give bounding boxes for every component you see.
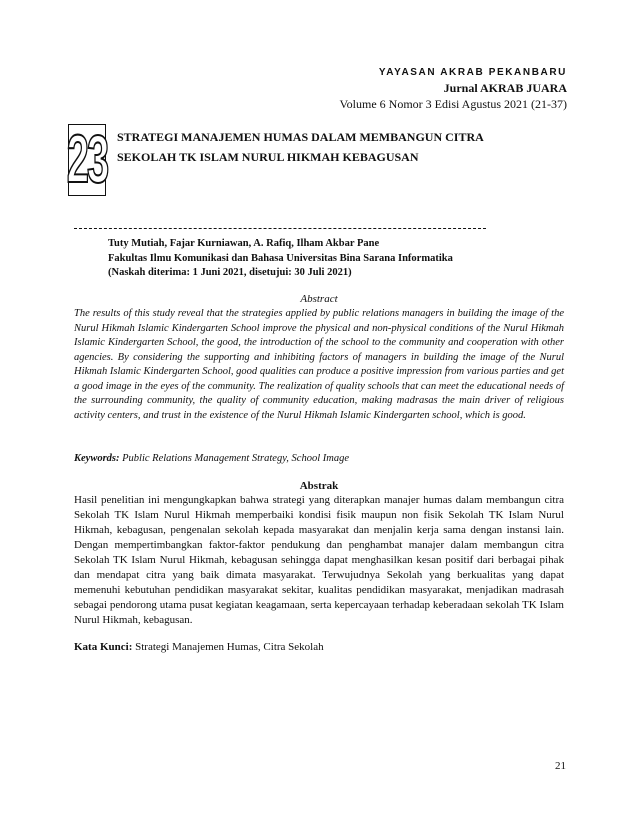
keywords-en bbox=[74, 452, 564, 467]
author-names: Tuty Mutiah, Fajar Kurniawan, A. Rafiq, Ilham Akbar Pane bbox=[108, 238, 380, 249]
abstract-body-id: Hasil penelitian ini mengungkapkan bahwa strategi yang diterapkan manajer humas dalam membangun citra Sekolah TK Islam Nurul Hikmah memperbaiki kondisi fisik maupun non fisik Sekolah TK Islam Nurul Hikmah, kebagusan, pengenalan sekolah kepada masyarakat dan menjalin kerja sama dengan instansi lain. Dengan mempertimbangkan faktor-faktor pendukung dan penghambat manajer dalam membangun citra Sekolah TK Islam Nurul Hikmah, kebagusan sehingga dapat menghasilkan kesan positif dari berbagai pihak dan mendapat citra yang baik dimata masyarakat. Terwujudnya Sekolah yang berkualitas yang dapat memenuhi kebutuhan pendidikan masyarakat sekitar, kualitas pendidikan masyarakat, menjadikan madrasah sebagai pendorong utama pusat kegiatan keagamaan, serta kepercayaan terhadap keberadaan sekolah TK Islam Nurul Hikmah, kebagusan. bbox=[74, 494, 564, 626]
abstract-heading-id: Abstrak bbox=[299, 480, 339, 492]
keywords-text-id: Strategi Manajemen Humas, Citra Sekolah bbox=[135, 641, 324, 653]
abstract-body-en: The results of this study reveal that the strategies applied by public relations managers in building the image of the Nurul Hikmah Islamic Kindergarten School improve the physical and non-physical conditions of the Nurul Hikmah Islamic Kindergarten School, the good, the introduction of the school to the community and cooperation with other agencies. By considering the supporting and inhibiting factors of managers in building the image of the Nurul Hikmah Islamic Kindergarten School, good qualities can produce a positive impression from various parties and get a good image in the eyes of the community. The realization of quality schools that can meet the educational needs of the surrounding community, the quality of community education, making madrasas the main driver of religious activity centers, and trust in the existence of the Nurul Hikmah Islamic Kindergarten school, which is good. bbox=[74, 308, 564, 421]
title-line-1: STRATEGI MANAJEMEN HUMAS DALAM MEMBANGUN CITRA bbox=[117, 130, 484, 144]
manuscript-dates: (Naskah diterima: 1 Juni 2021, disetujui: 30 Juli 2021) bbox=[108, 267, 352, 278]
title-line-2: SEKOLAH TK ISLAM NURUL HIKMAH KEBAGUSAN bbox=[117, 150, 419, 164]
article-number: 23 bbox=[66, 121, 108, 197]
keywords-label-id: Kata Kunci: bbox=[74, 641, 133, 653]
journal-name: Jurnal AKRAB JUARA bbox=[443, 81, 567, 95]
keywords-id bbox=[74, 640, 564, 655]
journal-header bbox=[340, 66, 567, 112]
separator-rule bbox=[74, 228, 486, 229]
keywords-label-en: Keywords: bbox=[74, 453, 120, 464]
article-number-box bbox=[66, 121, 108, 197]
volume-info: Volume 6 Nomor 3 Edisi Agustus 2021 (21-37) bbox=[339, 97, 567, 111]
keywords-text-en: Public Relations Management Strategy, School Image bbox=[122, 453, 349, 464]
author-affiliation: Fakultas Ilmu Komunikasi dan Bahasa Universitas Bina Sarana Informatika bbox=[108, 252, 453, 264]
page-number: 21 bbox=[555, 760, 566, 772]
author-block bbox=[108, 237, 588, 281]
publisher-name: YAYASAN AKRAB PEKANBARU bbox=[378, 67, 567, 78]
article-title bbox=[117, 127, 567, 167]
abstract-heading-en: Abstract bbox=[300, 293, 338, 305]
